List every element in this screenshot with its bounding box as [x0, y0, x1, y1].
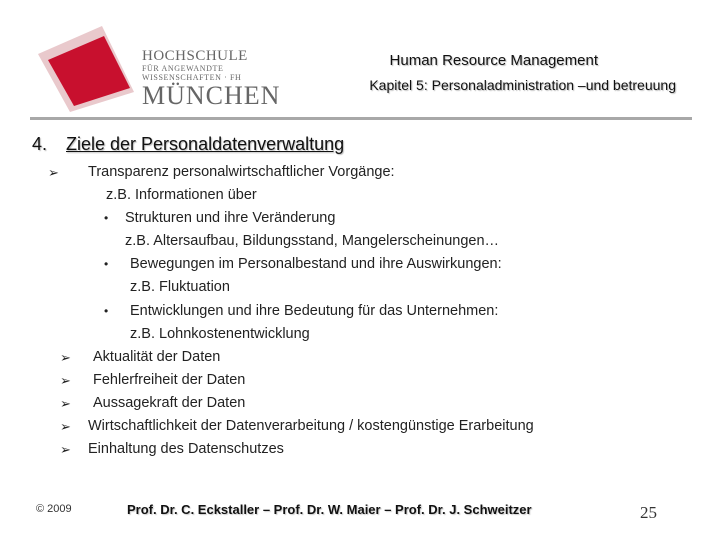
logo-line-4: MÜNCHEN	[142, 81, 281, 110]
logo-line-1: HOCHSCHULE	[142, 48, 248, 64]
list-item: Aktualität der Daten	[93, 349, 221, 365]
list-item: Einhaltung des Datenschutzes	[88, 441, 284, 457]
list-item: Entwicklungen und ihre Bedeutung für das Unternehmen:	[130, 303, 499, 319]
list-item: Transparenz personalwirtschaftlicher Vorgänge:	[88, 164, 395, 180]
list-item: Bewegungen im Personalbestand und ihre Auswirkungen:	[130, 256, 502, 272]
list-item: z.B. Lohnkostenentwicklung	[130, 326, 310, 342]
arrow-bullet-icon: ➢	[60, 373, 71, 388]
section-title: Ziele der Personaldatenverwaltung	[66, 134, 345, 154]
logo-line-3: WISSENSCHAFTEN · FH	[142, 73, 242, 82]
logo-text	[142, 48, 280, 110]
arrow-bullet-icon: ➢	[60, 419, 71, 434]
page-number: 25	[640, 503, 657, 522]
list-item: z.B. Informationen über	[106, 187, 257, 203]
list-item: Aussagekraft der Daten	[93, 395, 246, 411]
dot-bullet-icon: •	[104, 257, 109, 271]
arrow-bullet-icon: ➢	[60, 396, 71, 411]
logo-line-2: FÜR ANGEWANDTE	[142, 64, 224, 73]
list-item: Wirtschaftlichkeit der Datenverarbeitung / kostengünstige Erarbeitung	[88, 418, 534, 434]
arrow-bullet-icon: ➢	[60, 442, 71, 457]
arrow-bullet-icon: ➢	[48, 165, 59, 180]
section-heading	[32, 134, 344, 155]
header-divider	[30, 117, 692, 120]
list-item: z.B. Altersaufbau, Bildungsstand, Mangelerscheinungen…	[125, 233, 500, 249]
dot-bullet-icon: •	[104, 211, 109, 225]
list-item: z.B. Fluktuation	[130, 279, 230, 295]
logo-mark-icon	[34, 24, 144, 114]
university-logo	[34, 24, 281, 114]
arrow-bullet-icon: ➢	[60, 350, 71, 365]
section-number: 4.	[32, 134, 48, 154]
list-item: Fehlerfreiheit der Daten	[93, 372, 246, 388]
footer-copyright: © 2009	[36, 503, 72, 515]
header-subtitle: Kapitel 5: Personaladministration –und betreuung	[369, 77, 676, 93]
header-title: Human Resource Management	[389, 52, 598, 69]
dot-bullet-icon: •	[104, 304, 109, 318]
footer-authors: Prof. Dr. C. Eckstaller – Prof. Dr. W. Maier – Prof. Dr. J. Schweitzer	[127, 502, 532, 517]
list-item: Strukturen und ihre Veränderung	[125, 210, 336, 226]
